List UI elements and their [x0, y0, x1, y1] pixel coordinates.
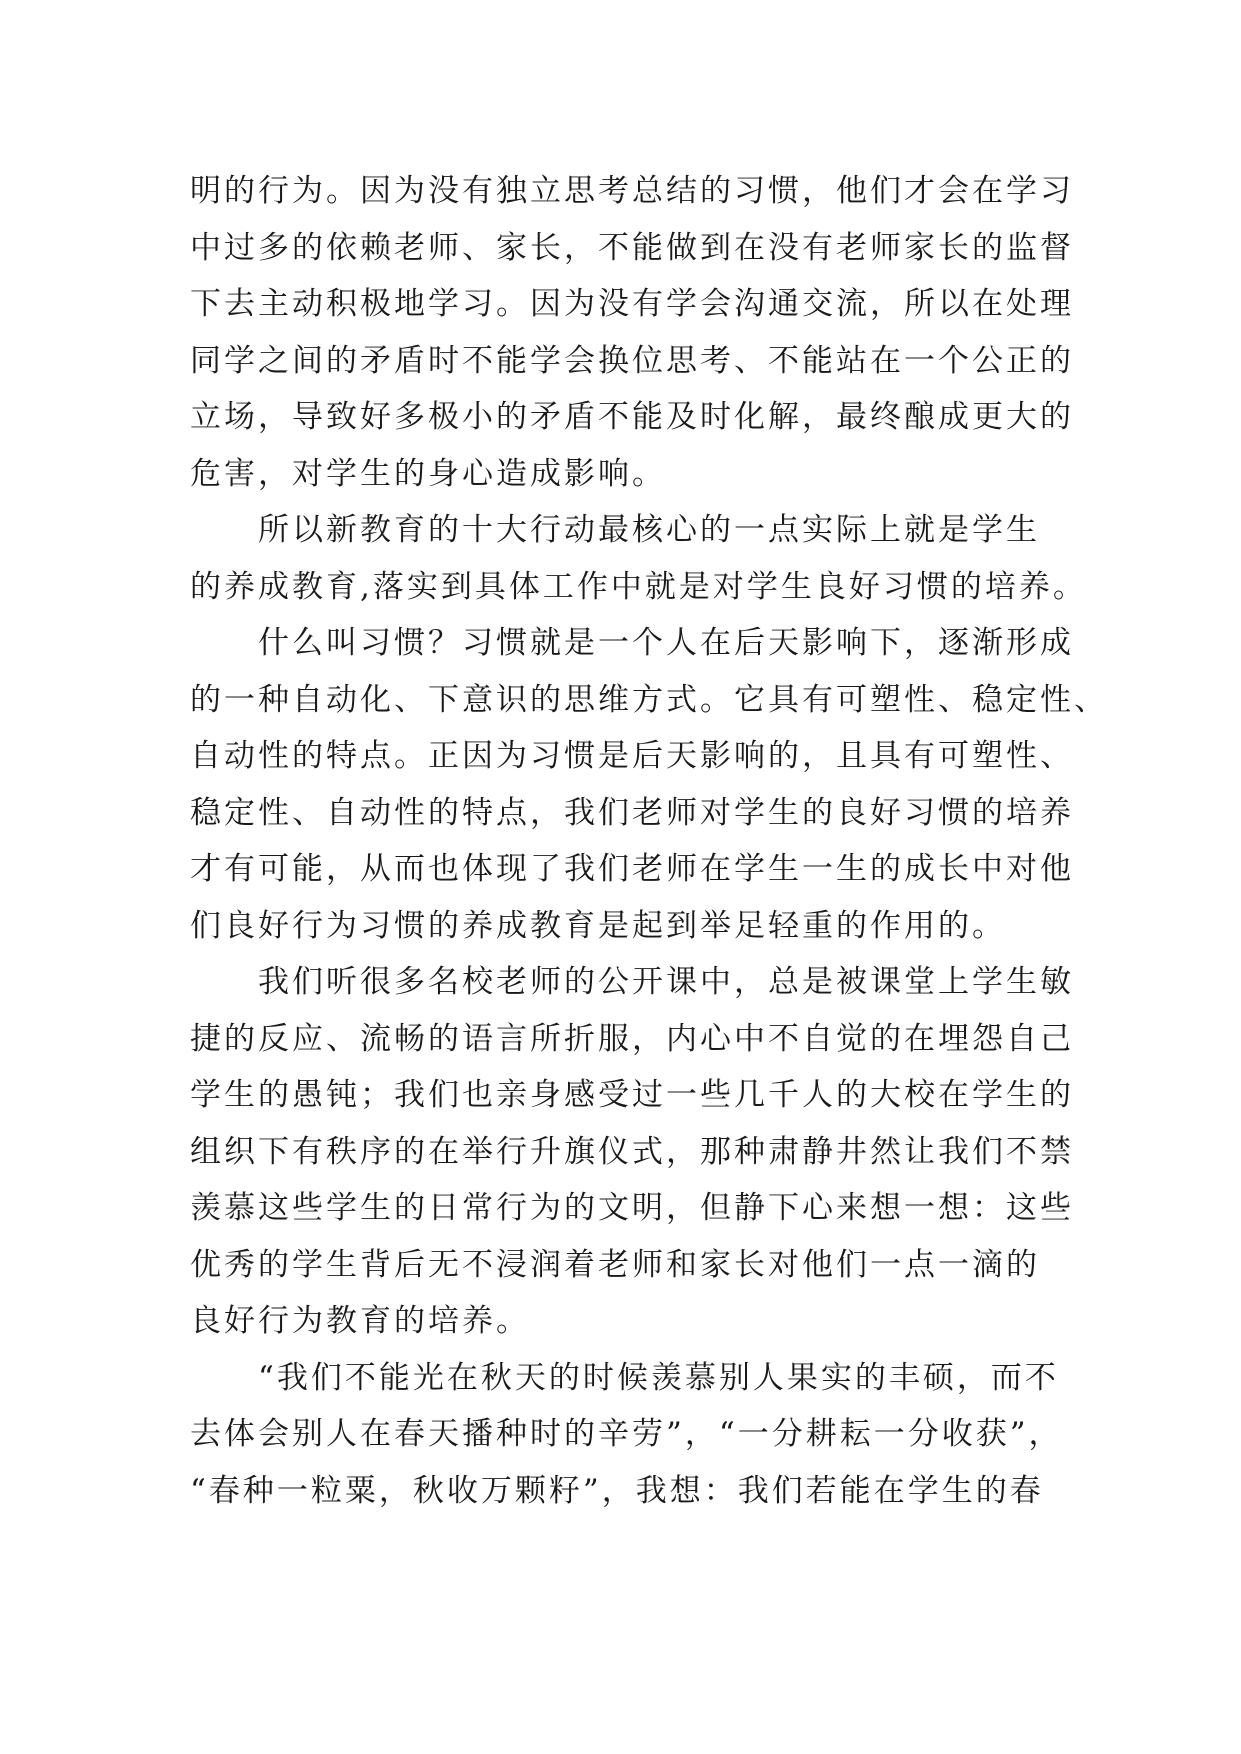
text-line: 所以新教育的十大行动最核心的一点实际上就是学生 — [190, 512, 1040, 548]
text-line: 下去主动积极地学习。因为没有学会沟通交流，所以在处理 — [190, 286, 1074, 322]
text-line: 羡慕这些学生的日常行为的文明，但静下心来想一想：这些 — [190, 1190, 1074, 1226]
text-line: 才有可能，从而也体现了我们老师在学生一生的成长中对他 — [190, 851, 1074, 887]
text-line: 我们听很多名校老师的公开课中，总是被课堂上学生敏 — [190, 964, 1074, 1000]
text-line: “春种一粒粟，秋收万颗籽”，我想：我们若能在学生的春 — [190, 1472, 1044, 1509]
text-line: 稳定性、自动性的特点，我们老师对学生的良好习惯的培养 — [190, 794, 1074, 831]
text-line: 自动性的特点。正因为习惯是后天影响的，且具有可塑性、 — [190, 738, 1074, 774]
text-line: 们良好行为习惯的养成教育是起到举足轻重的作用的。 — [190, 907, 1006, 944]
text-line: 去体会别人在春天播种时的辛劳”，“一分耕耘一分收获”， — [190, 1416, 1063, 1452]
text-line: 立场，导致好多极小的矛盾不能及时化解，最终酿成更大的 — [190, 399, 1074, 435]
text-line: 同学之间的矛盾时不能学会换位思考、不能站在一个公正的 — [190, 342, 1074, 379]
text-line: 学生的愚钝；我们也亲身感受过一些几千人的大校在学生的 — [190, 1077, 1074, 1113]
text-line: 明的行为。因为没有独立思考总结的习惯，他们才会在学习 — [190, 173, 1074, 209]
text-line: “我们不能光在秋天的时候羡慕别人果实的丰硕，而不 — [190, 1359, 1059, 1396]
text-line: 优秀的学生背后无不浸润着老师和家长对他们一点一滴的 — [190, 1246, 1040, 1283]
text-line: 的一种自动化、下意识的思维方式。它具有可塑性、稳定性、 — [190, 681, 1108, 718]
text-line: 组织下有秩序的在举行升旗仪式，那种肃静井然让我们不禁 — [190, 1133, 1074, 1170]
text-line: 中过多的依赖老师、家长，不能做到在没有老师家长的监督 — [190, 229, 1074, 266]
text-line: 危害，对学生的身心造成影响。 — [190, 455, 666, 492]
text-line: 捷的反应、流畅的语言所折服，内心中不自觉的在埋怨自己 — [190, 1020, 1074, 1057]
text-line: 的养成教育,落实到具体工作中就是对学生良好习惯的培养。 — [190, 568, 1087, 605]
text-line: 良好行为教育的培养。 — [190, 1303, 530, 1339]
text-line: 什么叫习惯？习惯就是一个人在后天影响下，逐渐形成 — [190, 625, 1074, 661]
body-text — [190, 163, 1108, 1519]
